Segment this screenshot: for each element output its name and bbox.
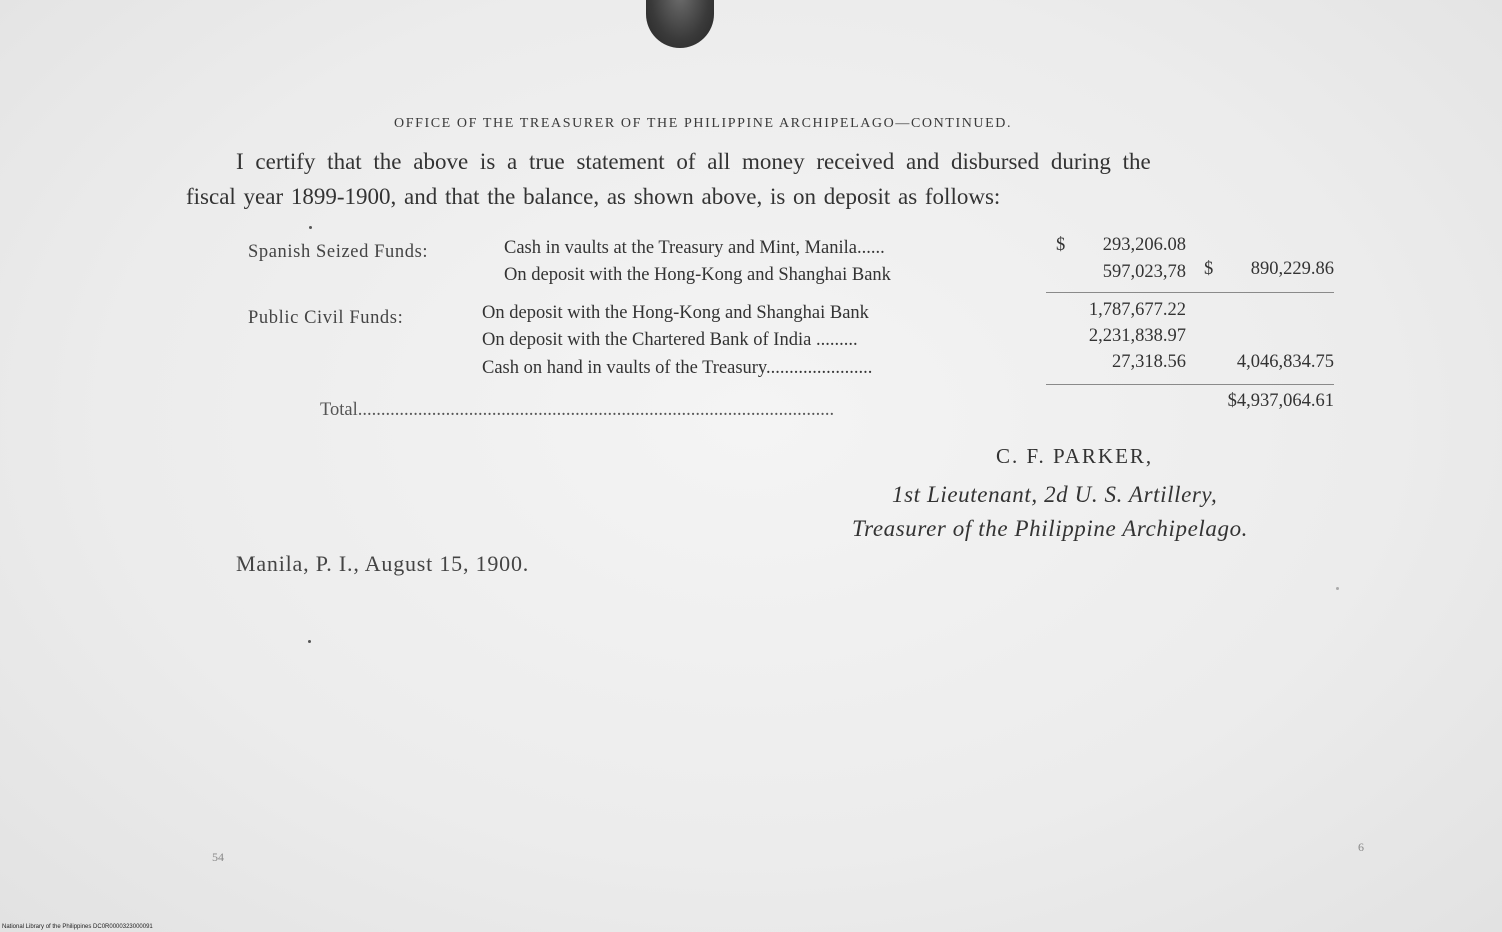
civil-row-2-desc: On deposit with the Chartered Bank of India .........: [482, 330, 858, 350]
archive-credit: National Library of the Philippines DC0R0000323000091: [2, 924, 153, 930]
civil-row-3-amount: 27,318.56: [1112, 352, 1186, 372]
paper-speck: [309, 226, 312, 229]
civil-rule: [1046, 384, 1334, 385]
spanish-row-2-desc: On deposit with the Hong-Kong and Shanghai Bank: [504, 265, 891, 285]
section-header: OFFICE OF THE TREASURER OF THE PHILIPPINE ARCHIPELAGO—CONTINUED.: [394, 116, 1013, 131]
civil-row-2-amount: 2,231,838.97: [1088, 326, 1186, 346]
spanish-total-amount: 890,229.86: [1250, 259, 1334, 279]
paper-speck: [1336, 587, 1339, 590]
spanish-rule: [1046, 292, 1334, 293]
left-margin-mark: 54: [212, 850, 224, 864]
paper-speck: [308, 640, 311, 643]
civil-total-amount: 4,046,834.75: [1236, 352, 1334, 372]
signatory-name: C. F. PARKER,: [996, 444, 1154, 468]
spanish-funds-label: Spanish Seized Funds:: [248, 242, 429, 262]
intro-line-1: I certify that the above is a true statement of all money received and disbursed during the: [236, 149, 1151, 174]
thumb-shadow: [646, 0, 714, 48]
right-margin-mark: 6: [1358, 840, 1364, 854]
civil-row-1-amount: 1,787,677.22: [1088, 300, 1186, 320]
civil-funds-label: Public Civil Funds:: [248, 308, 404, 328]
intro-line-2: fiscal year 1899-1900, and that the balance, as shown above, is on deposit as follows:: [186, 184, 1001, 209]
spanish-total-currency: $: [1204, 259, 1214, 279]
spanish-row-1-amount: 293,206.08: [1102, 235, 1186, 255]
grand-total-label: Total.......................................................................................................: [320, 400, 835, 420]
civil-row-1-desc: On deposit with the Hong-Kong and Shanghai Bank: [482, 303, 869, 323]
signatory-office: Treasurer of the Philippine Archipelago.: [852, 516, 1249, 541]
certification-paragraph: [186, 144, 1406, 214]
place-date: Manila, P. I., August 15, 1900.: [236, 551, 530, 576]
grand-total-amount: $4,937,064.61: [1227, 391, 1334, 411]
spanish-row-1-currency: $: [1056, 235, 1066, 255]
civil-row-3-desc: Cash on hand in vaults of the Treasury.......................: [482, 358, 873, 378]
spanish-row-2-amount: 597,023,78: [1102, 262, 1186, 282]
spanish-row-1-desc: Cash in vaults at the Treasury and Mint, Manila......: [504, 238, 885, 258]
signatory-rank: 1st Lieutenant, 2d U. S. Artillery,: [892, 482, 1218, 507]
